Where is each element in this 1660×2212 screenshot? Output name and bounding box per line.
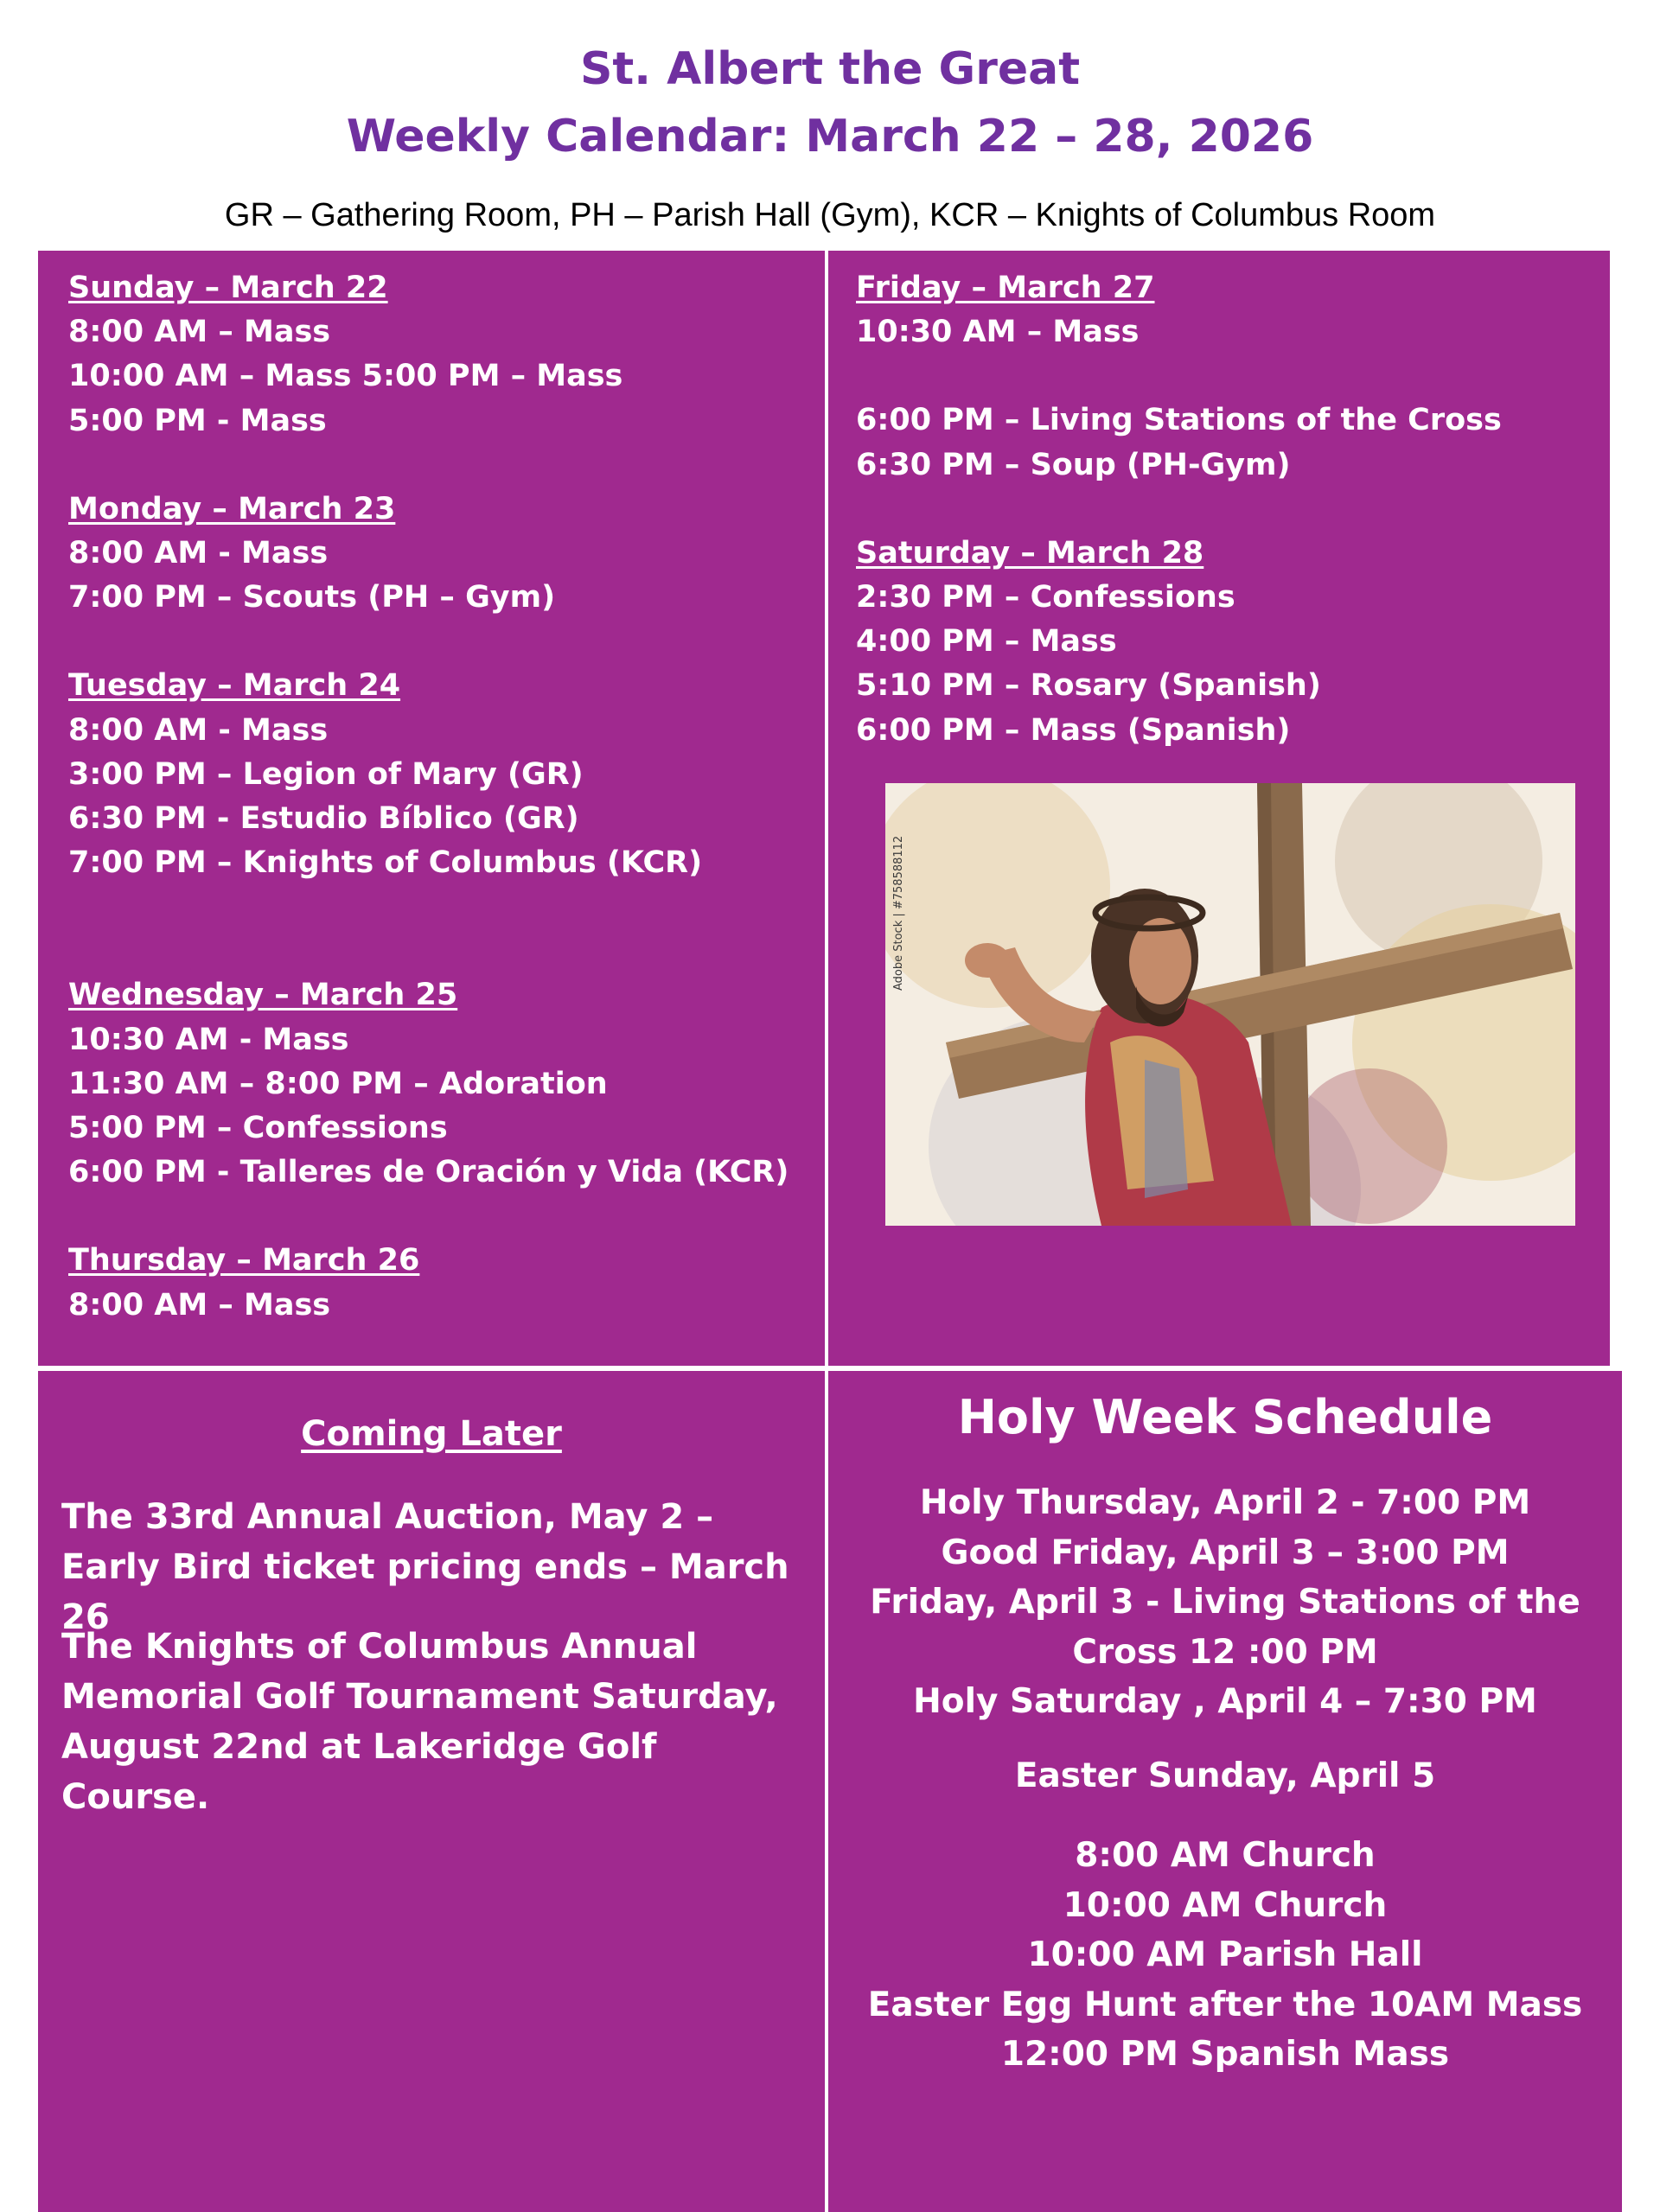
event-line: 3:00 PM – Legion of Mary (GR) — [68, 756, 584, 792]
event-line: 8:00 AM – Mass — [68, 1287, 331, 1323]
event-line: 5:00 PM – Confessions — [68, 1111, 448, 1146]
day-heading-monday: Monday – March 23 — [68, 491, 396, 526]
weekend-schedule — [856, 266, 1502, 753]
service-line: 10:00 AM Church — [1063, 1885, 1388, 1925]
jesus-carrying-cross-image — [885, 783, 1575, 1226]
event-line: 6:30 PM - Estudio Bíblico (GR) — [68, 801, 579, 837]
auction-announcement: The 33rd Annual Auction, May 2 – Early Bird ticket pricing ends – March 26 — [61, 1497, 789, 1637]
day-heading-thursday: Thursday – March 26 — [68, 1243, 420, 1278]
service-line: Holy Thursday, April 2 - 7:00 PM — [919, 1483, 1531, 1522]
golf-tournament-announcement: The Knights of Columbus Annual Memorial Golf Tournament Saturday, August 22nd at Lakeridge Golf Course. — [61, 1627, 778, 1817]
event-line: 5:00 PM - Mass — [68, 403, 327, 438]
event-line: 4:00 PM – Mass — [856, 624, 1117, 660]
event-line: 6:00 PM - Talleres de Oración y Vida (KCR) — [68, 1155, 789, 1190]
day-heading-wednesday: Wednesday – March 25 — [68, 978, 458, 1013]
event-line: 10:30 AM – Mass — [856, 315, 1140, 350]
easter-services — [828, 1831, 1622, 2080]
event-line: 8:00 AM - Mass — [68, 536, 329, 571]
service-line: 8:00 AM Church — [1075, 1836, 1376, 1875]
service-line: 12:00 PM Spanish Mass — [1000, 2035, 1450, 2074]
service-line: Good Friday, April 3 – 3:00 PM — [941, 1533, 1510, 1572]
event-line: 10:30 AM - Mass — [68, 1022, 349, 1057]
service-line: Friday, April 3 - Living Stations of the — [870, 1583, 1580, 1622]
service-line: 10:00 AM Parish Hall — [1027, 1935, 1423, 1974]
event-line: 8:00 AM – Mass — [68, 315, 331, 350]
day-heading-saturday: Saturday – March 28 — [856, 535, 1204, 571]
holy-week-panel — [828, 1371, 1622, 2212]
event-line: 7:00 PM – Scouts (PH – Gym) — [68, 580, 556, 615]
page-subtitle: Weekly Calendar: March 22 – 28, 2026 — [346, 111, 1314, 163]
service-line: Easter Egg Hunt after the 10AM Mass — [867, 1985, 1583, 2024]
event-line: 6:00 PM – Living Stations of the Cross — [856, 403, 1502, 438]
holy-week-title: Holy Week Schedule — [957, 1390, 1493, 1444]
event-line: 11:30 AM – 8:00 PM – Adoration — [68, 1066, 608, 1101]
event-line: 5:10 PM – Rosary (Spanish) — [856, 668, 1321, 704]
holy-week-services — [828, 1478, 1622, 1727]
event-line: 6:00 PM – Mass (Spanish) — [856, 712, 1291, 748]
room-legend: GR – Gathering Room, PH – Parish Hall (Gym), KCR – Knights of Columbus Room — [224, 197, 1436, 233]
stock-watermark: Adobe Stock | #758588112 — [892, 835, 905, 991]
service-line: Holy Saturday , April 4 – 7:30 PM — [913, 1682, 1537, 1721]
page-title: St. Albert the Great — [579, 43, 1081, 95]
event-line: 8:00 AM - Mass — [68, 712, 329, 748]
coming-later-heading: Coming Later — [301, 1414, 562, 1454]
day-heading-friday: Friday – March 27 — [856, 271, 1155, 305]
event-line: 10:00 AM – Mass 5:00 PM – Mass — [68, 359, 623, 394]
watercolor-illustration — [885, 783, 1575, 1226]
weekday-schedule-panel — [38, 251, 825, 1366]
day-heading-tuesday: Tuesday – March 24 — [68, 668, 401, 704]
easter-sunday-heading: Easter Sunday, April 5 — [1014, 1756, 1436, 1795]
event-line: 6:30 PM – Soup (PH-Gym) — [856, 447, 1291, 482]
event-line: 7:00 PM – Knights of Columbus (KCR) — [68, 845, 703, 881]
event-line: 2:30 PM – Confessions — [856, 580, 1235, 615]
coming-later-panel — [38, 1371, 825, 2212]
weekend-schedule-panel — [828, 251, 1610, 1366]
service-line: Cross 12 :00 PM — [1072, 1632, 1378, 1672]
weekday-schedule — [68, 266, 788, 1328]
day-heading-sunday: Sunday – March 22 — [68, 271, 388, 305]
